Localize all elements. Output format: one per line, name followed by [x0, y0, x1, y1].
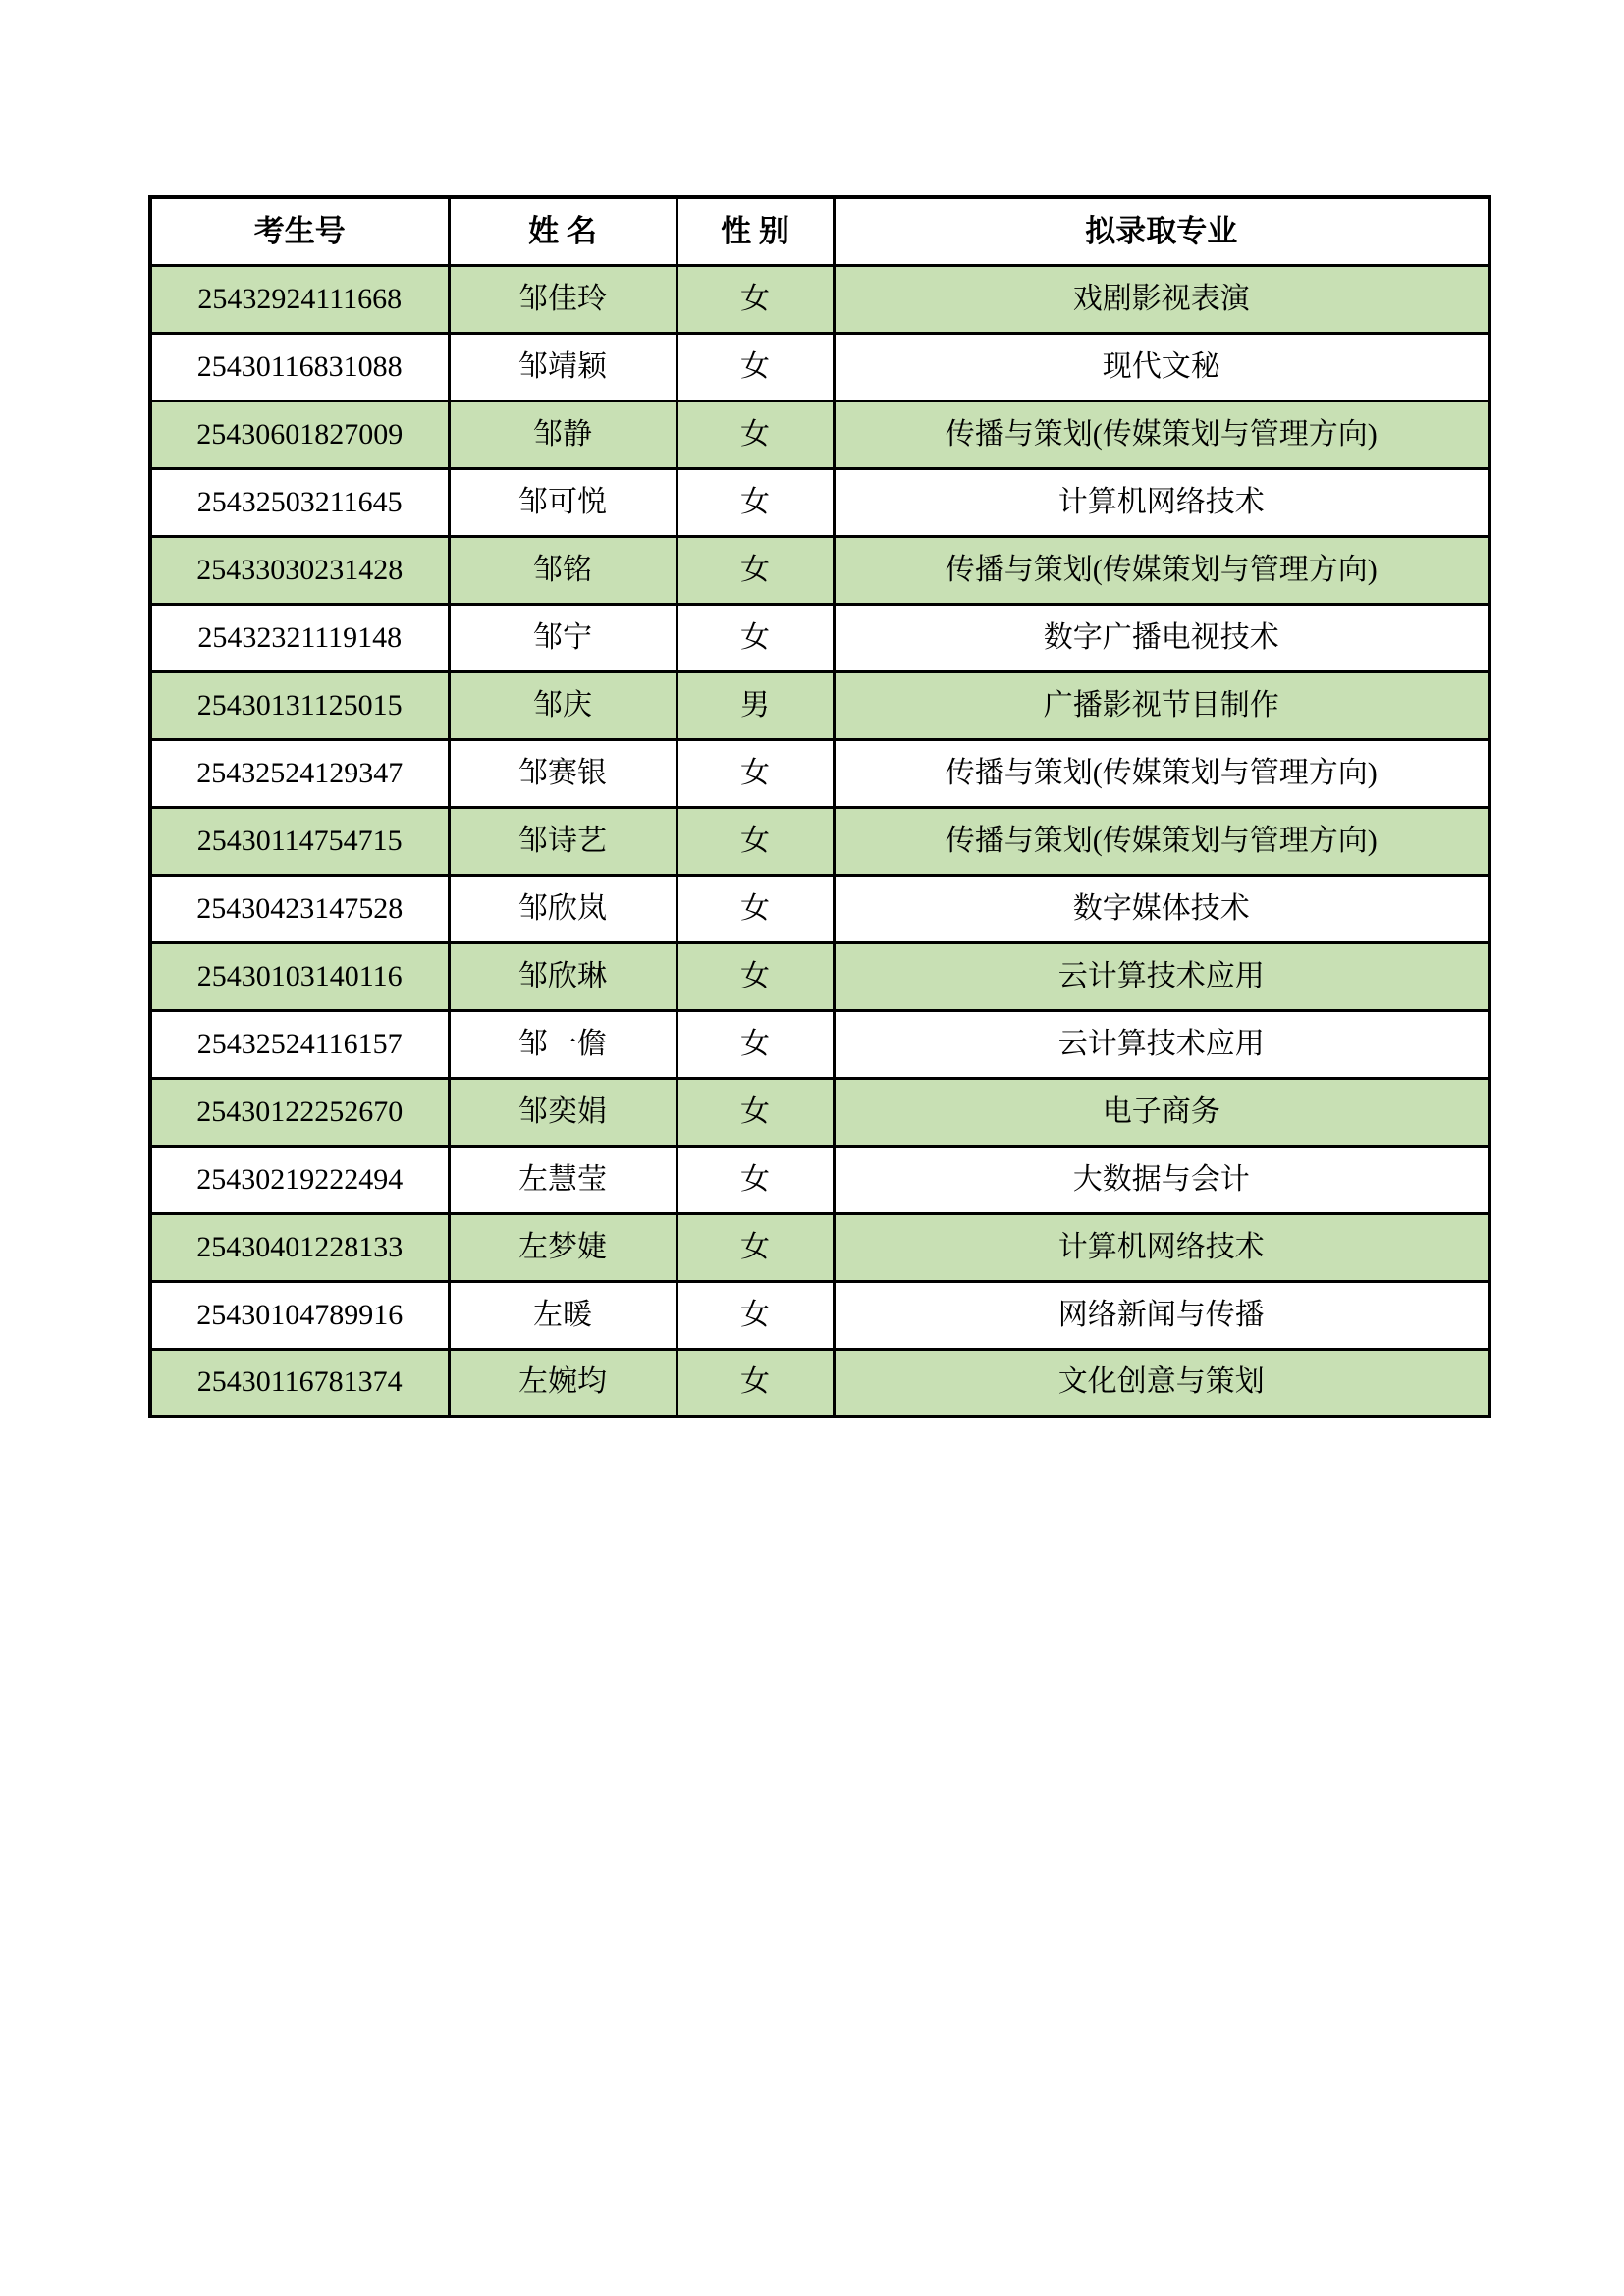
gender-cell: 女	[677, 604, 834, 671]
header-candidate-id: 考生号	[150, 197, 449, 265]
table-row	[150, 942, 1489, 1010]
gender-cell: 女	[677, 1349, 834, 1416]
candidate-id-cell: 25432524129347	[150, 739, 449, 807]
candidate-id-cell: 25432524116157	[150, 1010, 449, 1078]
table-row	[150, 1281, 1489, 1349]
major-cell: 计算机网络技术	[834, 468, 1489, 536]
name-cell: 左慧莹	[449, 1146, 677, 1213]
table-row	[150, 333, 1489, 400]
name-cell: 邹奕娟	[449, 1078, 677, 1146]
candidate-id-cell: 25432503211645	[150, 468, 449, 536]
major-cell: 传播与策划(传媒策划与管理方向)	[834, 536, 1489, 604]
candidate-id-cell: 25430601827009	[150, 400, 449, 468]
table-row	[150, 1213, 1489, 1281]
table-row	[150, 1010, 1489, 1078]
gender-cell: 女	[677, 1010, 834, 1078]
name-cell: 邹一儋	[449, 1010, 677, 1078]
admission-table	[148, 195, 1491, 1418]
table-body	[150, 265, 1489, 1416]
table-row	[150, 807, 1489, 875]
candidate-id-cell: 25430116781374	[150, 1349, 449, 1416]
gender-cell: 女	[677, 1078, 834, 1146]
name-cell: 左梦婕	[449, 1213, 677, 1281]
table-row	[150, 875, 1489, 942]
name-cell: 左暖	[449, 1281, 677, 1349]
major-cell: 现代文秘	[834, 333, 1489, 400]
name-cell: 邹赛银	[449, 739, 677, 807]
name-cell: 邹静	[449, 400, 677, 468]
gender-cell: 女	[677, 942, 834, 1010]
candidate-id-cell: 25432924111668	[150, 265, 449, 333]
major-cell: 戏剧影视表演	[834, 265, 1489, 333]
name-cell: 邹欣琳	[449, 942, 677, 1010]
name-cell: 邹宁	[449, 604, 677, 671]
name-cell: 邹欣岚	[449, 875, 677, 942]
gender-cell: 女	[677, 265, 834, 333]
gender-cell: 女	[677, 1146, 834, 1213]
gender-cell: 女	[677, 536, 834, 604]
major-cell: 云计算技术应用	[834, 1010, 1489, 1078]
major-cell: 传播与策划(传媒策划与管理方向)	[834, 807, 1489, 875]
major-cell: 传播与策划(传媒策划与管理方向)	[834, 739, 1489, 807]
header-major: 拟录取专业	[834, 197, 1489, 265]
candidate-id-cell: 25432321119148	[150, 604, 449, 671]
major-cell: 文化创意与策划	[834, 1349, 1489, 1416]
table-row	[150, 671, 1489, 739]
header-name: 姓 名	[449, 197, 677, 265]
header-gender: 性 别	[677, 197, 834, 265]
table-row	[150, 1078, 1489, 1146]
candidate-id-cell: 25430131125015	[150, 671, 449, 739]
major-cell: 网络新闻与传播	[834, 1281, 1489, 1349]
major-cell: 广播影视节目制作	[834, 671, 1489, 739]
gender-cell: 男	[677, 671, 834, 739]
major-cell: 云计算技术应用	[834, 942, 1489, 1010]
name-cell: 邹靖颖	[449, 333, 677, 400]
major-cell: 数字媒体技术	[834, 875, 1489, 942]
major-cell: 传播与策划(传媒策划与管理方向)	[834, 400, 1489, 468]
major-cell: 大数据与会计	[834, 1146, 1489, 1213]
table-row	[150, 468, 1489, 536]
gender-cell: 女	[677, 333, 834, 400]
name-cell: 邹庆	[449, 671, 677, 739]
candidate-id-cell: 25430103140116	[150, 942, 449, 1010]
name-cell: 邹佳玲	[449, 265, 677, 333]
table-row	[150, 265, 1489, 333]
header-row	[150, 197, 1489, 265]
candidate-id-cell: 25430401228133	[150, 1213, 449, 1281]
name-cell: 左婉均	[449, 1349, 677, 1416]
candidate-id-cell: 25430219222494	[150, 1146, 449, 1213]
gender-cell: 女	[677, 739, 834, 807]
name-cell: 邹铭	[449, 536, 677, 604]
candidate-id-cell: 25430114754715	[150, 807, 449, 875]
candidate-id-cell: 25433030231428	[150, 536, 449, 604]
major-cell: 计算机网络技术	[834, 1213, 1489, 1281]
gender-cell: 女	[677, 400, 834, 468]
candidate-id-cell: 25430122252670	[150, 1078, 449, 1146]
candidate-id-cell: 25430104789916	[150, 1281, 449, 1349]
gender-cell: 女	[677, 1213, 834, 1281]
table-row	[150, 1349, 1489, 1416]
gender-cell: 女	[677, 1281, 834, 1349]
gender-cell: 女	[677, 807, 834, 875]
table-row	[150, 604, 1489, 671]
candidate-id-cell: 25430116831088	[150, 333, 449, 400]
name-cell: 邹可悦	[449, 468, 677, 536]
major-cell: 数字广播电视技术	[834, 604, 1489, 671]
table-row	[150, 1146, 1489, 1213]
name-cell: 邹诗艺	[449, 807, 677, 875]
gender-cell: 女	[677, 468, 834, 536]
table-row	[150, 536, 1489, 604]
table-row	[150, 400, 1489, 468]
gender-cell: 女	[677, 875, 834, 942]
table-row	[150, 739, 1489, 807]
major-cell: 电子商务	[834, 1078, 1489, 1146]
candidate-id-cell: 25430423147528	[150, 875, 449, 942]
